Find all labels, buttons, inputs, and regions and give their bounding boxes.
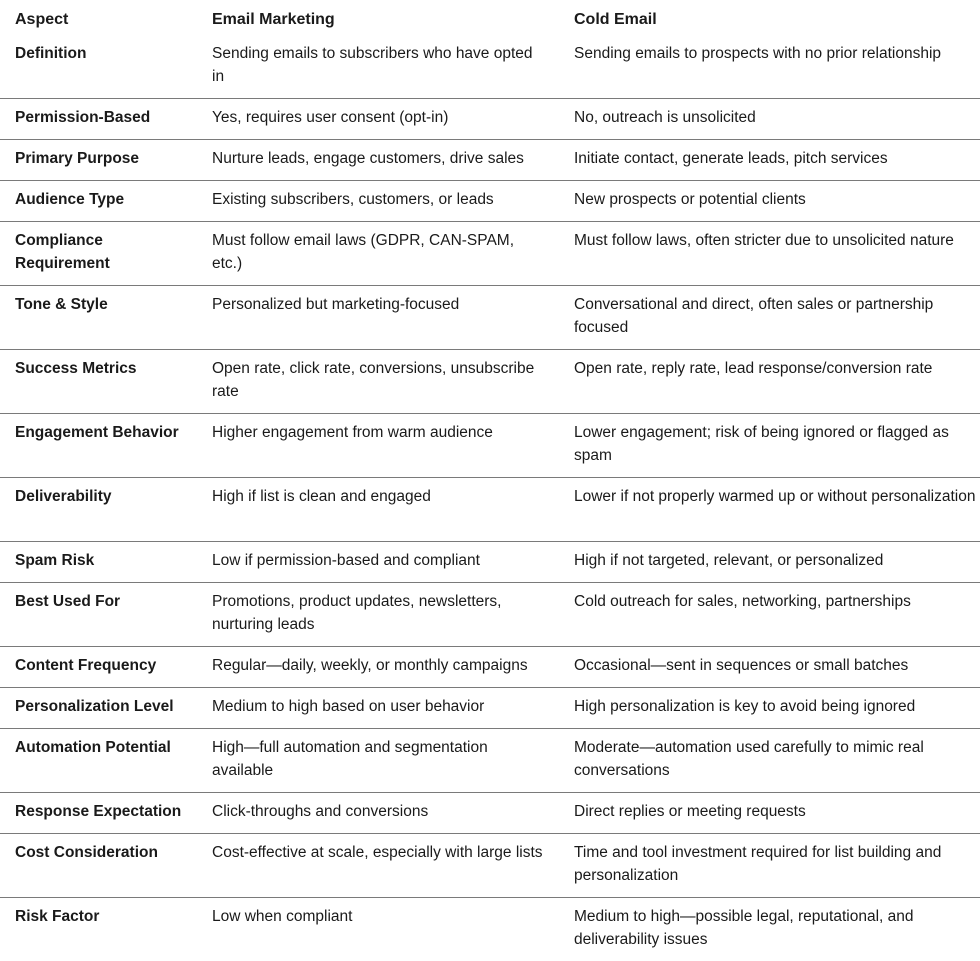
cold-email-cell: High if not targeted, relevant, or personalized [559,542,980,583]
aspect-cell: Primary Purpose [0,140,197,181]
table-row [0,350,980,414]
table-row [0,647,980,688]
table-row [0,688,980,729]
cold-email-cell: Lower if not properly warmed up or without personalization [559,478,980,542]
aspect-cell: Tone & Style [0,286,197,350]
aspect-cell: Personalization Level [0,688,197,729]
email-marketing-cell: Low when compliant [197,898,559,961]
email-marketing-cell: Yes, requires user consent (opt-in) [197,99,559,140]
table-row [0,793,980,834]
table-row [0,99,980,140]
table-row [0,414,980,478]
email-marketing-cell: High—full automation and segmentation available [197,729,559,793]
cold-email-cell: Time and tool investment required for list building and personalization [559,834,980,898]
aspect-cell: Automation Potential [0,729,197,793]
table-row [0,729,980,793]
table-row [0,35,980,99]
cold-email-cell: Medium to high—possible legal, reputational, and deliverability issues [559,898,980,961]
table-row [0,222,980,286]
cold-email-cell: Must follow laws, often stricter due to unsolicited nature [559,222,980,286]
table-row [0,478,980,542]
email-marketing-cell: Sending emails to subscribers who have opted in [197,35,559,99]
table-row [0,834,980,898]
aspect-cell: Engagement Behavior [0,414,197,478]
cold-email-cell: Occasional—sent in sequences or small batches [559,647,980,688]
cold-email-cell: Direct replies or meeting requests [559,793,980,834]
cold-email-cell: Sending emails to prospects with no prior relationship [559,35,980,99]
aspect-cell: Permission-Based [0,99,197,140]
email-marketing-cell: Existing subscribers, customers, or leads [197,181,559,222]
email-marketing-cell: Promotions, product updates, newsletters, nurturing leads [197,583,559,647]
aspect-cell: Compliance Requirement [0,222,197,286]
email-marketing-cell: Open rate, click rate, conversions, unsubscribe rate [197,350,559,414]
email-marketing-cell: Higher engagement from warm audience [197,414,559,478]
email-marketing-cell: Must follow email laws (GDPR, CAN-SPAM, etc.) [197,222,559,286]
table-body [0,35,980,961]
table-row [0,542,980,583]
aspect-cell: Success Metrics [0,350,197,414]
aspect-cell: Risk Factor [0,898,197,961]
table-row [0,286,980,350]
cold-email-cell: High personalization is key to avoid being ignored [559,688,980,729]
cold-email-cell: Cold outreach for sales, networking, partnerships [559,583,980,647]
email-marketing-cell: High if list is clean and engaged [197,478,559,542]
table-row [0,898,980,961]
aspect-cell: Best Used For [0,583,197,647]
cold-email-cell: No, outreach is unsolicited [559,99,980,140]
cold-email-cell: Lower engagement; risk of being ignored or flagged as spam [559,414,980,478]
aspect-cell: Deliverability [0,478,197,542]
email-marketing-cell: Medium to high based on user behavior [197,688,559,729]
aspect-cell: Response Expectation [0,793,197,834]
aspect-cell: Definition [0,35,197,99]
email-marketing-cell: Personalized but marketing-focused [197,286,559,350]
email-marketing-cell: Nurture leads, engage customers, drive sales [197,140,559,181]
cold-email-cell: Moderate—automation used carefully to mimic real conversations [559,729,980,793]
table-header [0,0,980,35]
email-marketing-cell: Regular—daily, weekly, or monthly campaigns [197,647,559,688]
cold-email-cell: Initiate contact, generate leads, pitch services [559,140,980,181]
table-row [0,181,980,222]
table-row [0,140,980,181]
aspect-cell: Cost Consideration [0,834,197,898]
aspect-cell: Spam Risk [0,542,197,583]
aspect-cell: Audience Type [0,181,197,222]
email-marketing-cell: Click-throughs and conversions [197,793,559,834]
header-aspect: Aspect [0,0,197,35]
header-cold-email: Cold Email [559,0,980,35]
email-marketing-cell: Low if permission-based and compliant [197,542,559,583]
header-row [0,0,980,35]
cold-email-cell: Conversational and direct, often sales or partnership focused [559,286,980,350]
header-email-marketing: Email Marketing [197,0,559,35]
cold-email-cell: New prospects or potential clients [559,181,980,222]
cold-email-cell: Open rate, reply rate, lead response/conversion rate [559,350,980,414]
table-row [0,583,980,647]
aspect-cell: Content Frequency [0,647,197,688]
email-marketing-cell: Cost-effective at scale, especially with large lists [197,834,559,898]
